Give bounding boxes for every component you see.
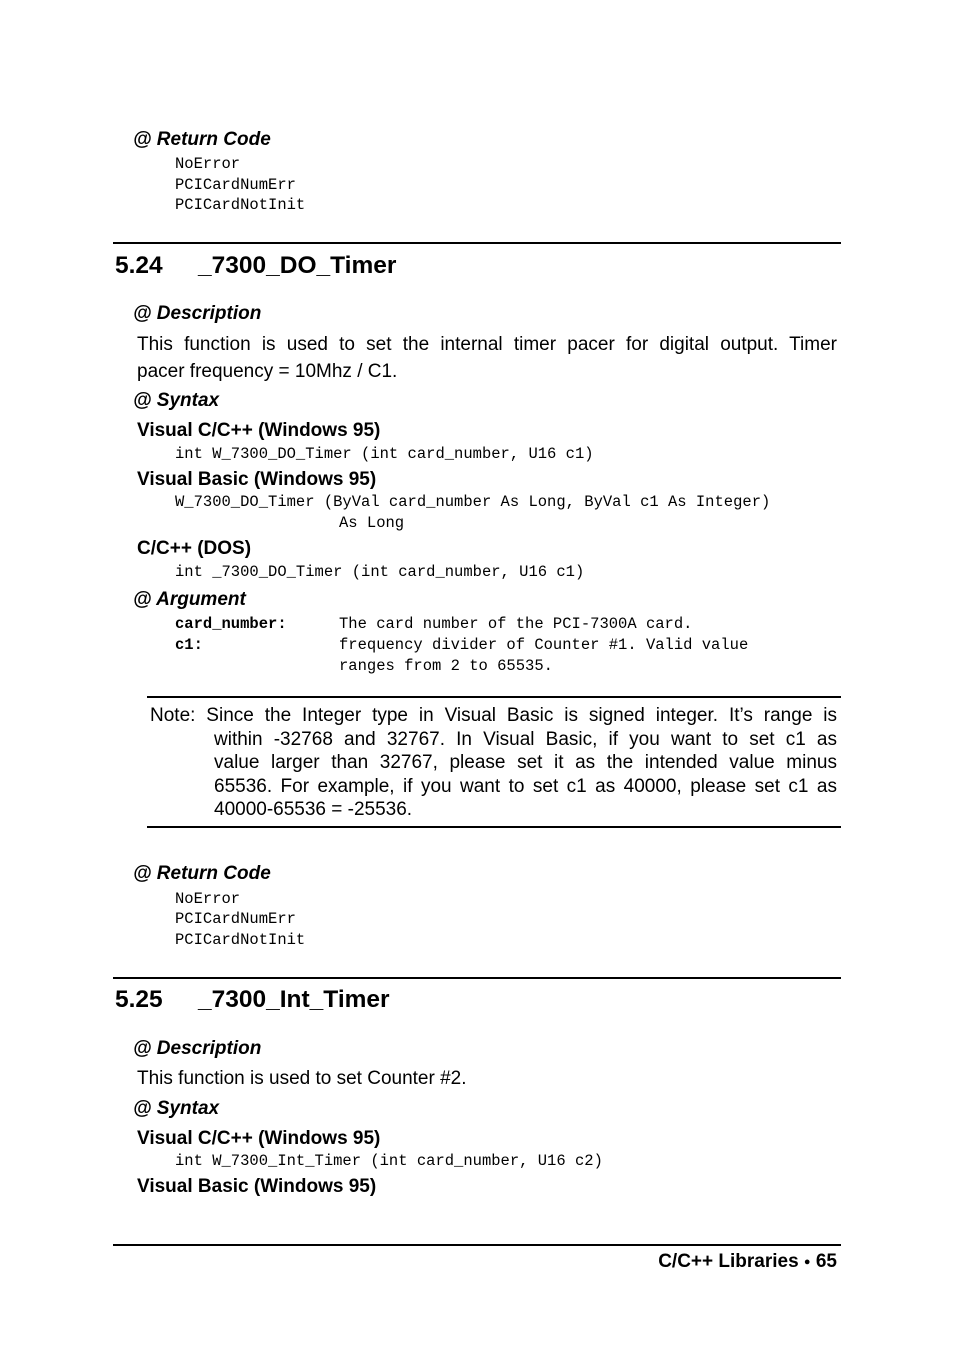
return-code-cardnotinit: PCICardNotInit xyxy=(175,931,306,949)
footer-label: C/C++ Libraries xyxy=(658,1251,799,1272)
return-code-heading: @ Return Code xyxy=(133,129,271,150)
footer xyxy=(658,1251,837,1273)
description-text-line: This function is used to set Counter #2. xyxy=(137,1068,467,1089)
description-heading: @ Description xyxy=(133,1038,262,1059)
argument-desc: frequency divider of Counter #1. Valid value xyxy=(339,636,749,654)
description-heading: @ Description xyxy=(133,303,262,324)
description-text-line: pacer frequency = 10Mhz / C1. xyxy=(137,361,398,382)
note-bottom-rule xyxy=(147,826,841,828)
footer-bullet: ● xyxy=(803,1256,811,1268)
argument-desc: The card number of the PCI-7300A card. xyxy=(339,615,693,633)
note-line: value larger than 32767, please set it as the intended value minus xyxy=(214,752,837,773)
return-code-cardnotinit: PCICardNotInit xyxy=(175,196,306,214)
section-number: 5.25 xyxy=(115,986,163,1013)
syntax-vc-label: Visual C/C++ (Windows 95) xyxy=(137,1128,381,1149)
syntax-heading: @ Syntax xyxy=(133,1098,220,1119)
return-code-heading: @ Return Code xyxy=(133,863,271,884)
return-code-cardnumerr: PCICardNumErr xyxy=(175,910,296,928)
syntax-vb-label: Visual Basic (Windows 95) xyxy=(137,1176,377,1197)
syntax-heading: @ Syntax xyxy=(133,390,220,411)
syntax-vc-code: int W_7300_DO_Timer (int card_number, U16 c1) xyxy=(175,445,594,463)
syntax-vb-label: Visual Basic (Windows 95) xyxy=(137,469,377,490)
section-divider xyxy=(113,977,841,979)
return-code-noerror: NoError xyxy=(175,890,241,908)
footer-rule xyxy=(113,1244,841,1246)
section-title: _7300_DO_Timer xyxy=(198,252,397,279)
syntax-vb-code-cont: As Long xyxy=(339,514,405,532)
return-code-noerror: NoError xyxy=(175,155,241,173)
section-title: _7300_Int_Timer xyxy=(198,986,390,1013)
syntax-dos-code: int _7300_DO_Timer (int card_number, U16 c1) xyxy=(175,563,585,581)
description-text-line: This function is used to set the internal timer pacer for digital output. Timer xyxy=(137,334,837,355)
section-number: 5.24 xyxy=(115,252,163,279)
syntax-dos-label: C/C++ (DOS) xyxy=(137,538,252,559)
argument-name: card_number: xyxy=(175,615,287,633)
note-line: 65536. For example, if you want to set c1 as 40000, please set c1 as xyxy=(214,775,837,797)
argument-heading: @ Argument xyxy=(133,589,246,610)
syntax-vc-label: Visual C/C++ (Windows 95) xyxy=(137,420,381,441)
note-line: 40000-65536 = -25536. xyxy=(214,799,413,820)
argument-desc: ranges from 2 to 65535. xyxy=(339,657,553,675)
note-top-rule xyxy=(147,696,841,698)
note-line: within -32768 and 32767. In Visual Basic, if you want to set c1 as xyxy=(214,728,837,750)
note-line: Note: Since the Integer type in Visual Basic is signed integer. It’s range is xyxy=(150,705,837,726)
argument-name: c1: xyxy=(175,636,203,654)
syntax-vb-code: W_7300_DO_Timer (ByVal card_number As Long, ByVal c1 As Integer) xyxy=(175,493,771,511)
page-number: 65 xyxy=(815,1251,837,1272)
return-code-cardnumerr: PCICardNumErr xyxy=(175,176,296,194)
section-divider xyxy=(113,242,841,244)
syntax-vc-code: int W_7300_Int_Timer (int card_number, U16 c2) xyxy=(175,1152,603,1170)
